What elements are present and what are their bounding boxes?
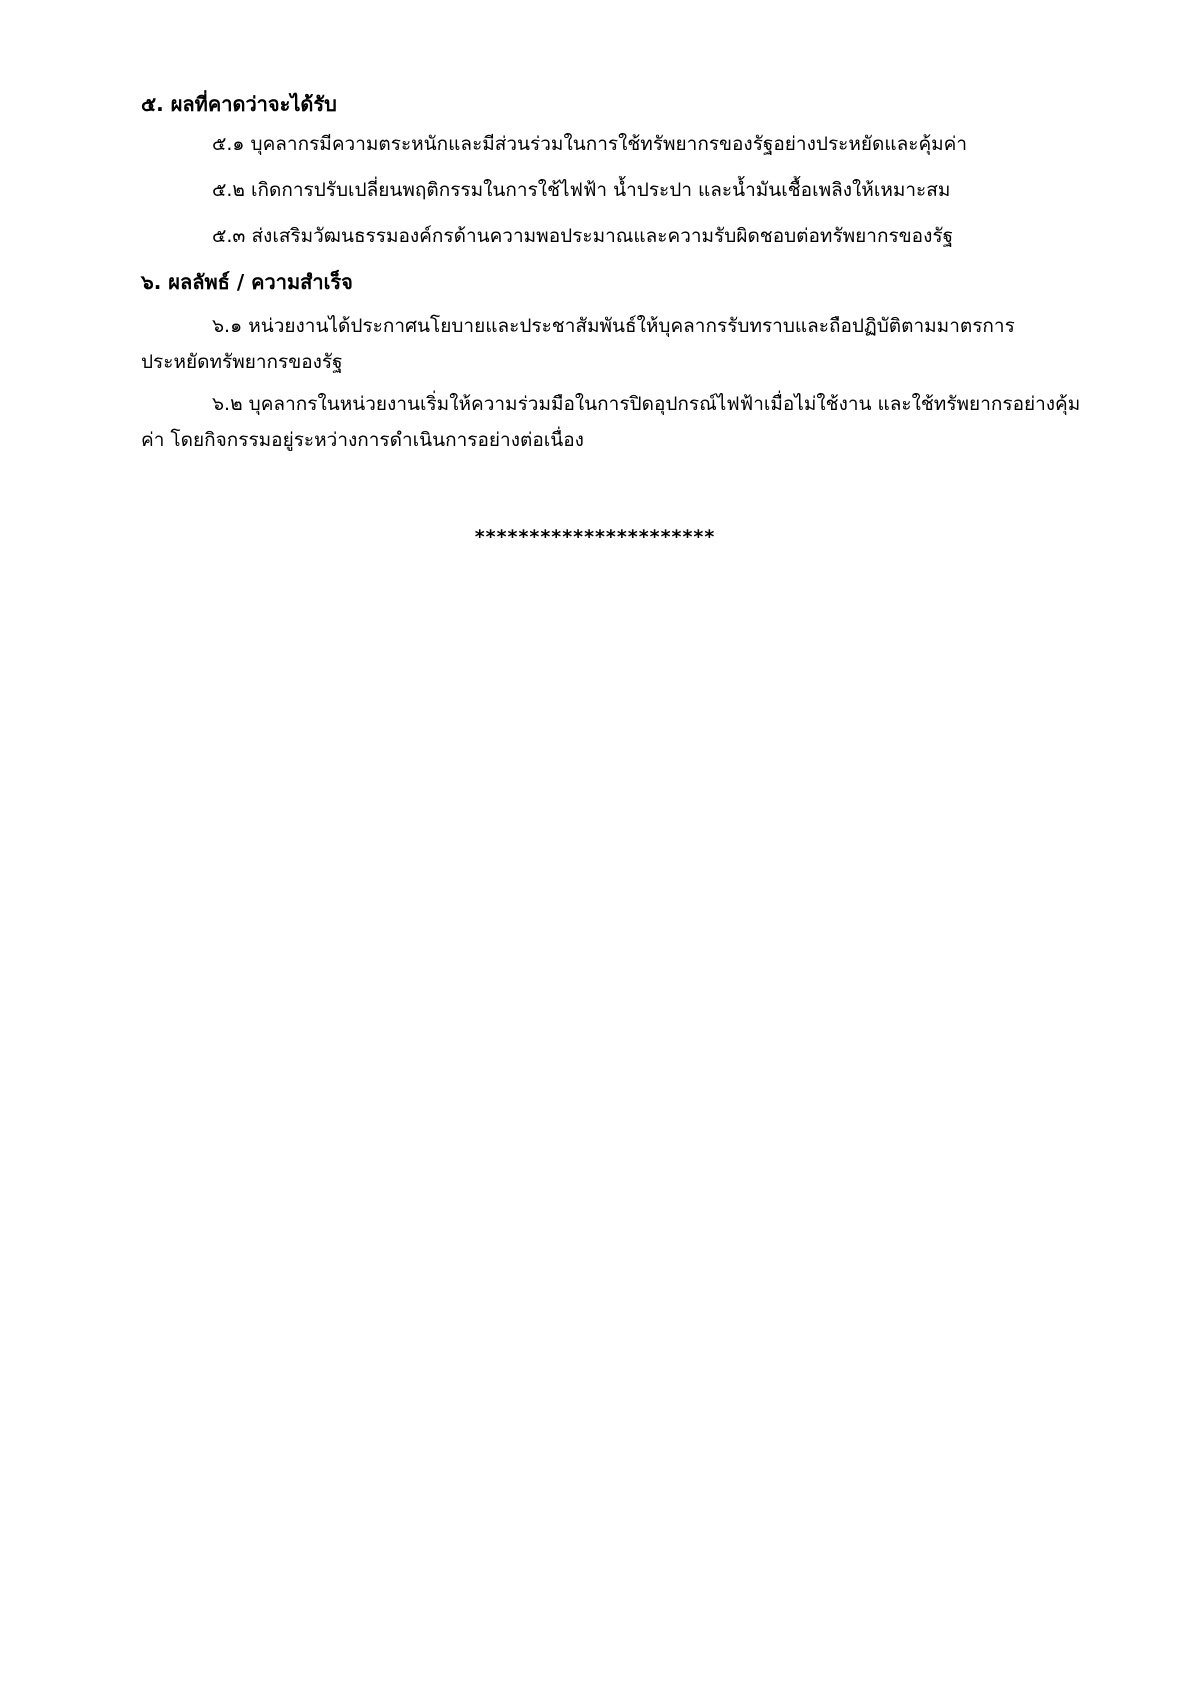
section-5-item-1: ๕.๑ บุคลากรมีความตระหนักและมีส่วนร่วมในการใช้ทรัพยากรของรัฐอย่างประหยัดและคุ้มค่า	[212, 133, 968, 155]
section-6-heading: ๖. ผลลัพธ์ / ความสำเร็จ	[141, 270, 353, 294]
section-5-heading: ๕. ผลที่คาดว่าจะได้รับ	[141, 92, 337, 116]
section-5-item-2: ๕.๒ เกิดการปรับเปลี่ยนพฤติกรรมในการใช้ไฟฟ้า น้ำประปา และน้ำมันเชื้อเพลิงให้เหมาะสม	[212, 179, 951, 201]
section-5-item-3: ๕.๓ ส่งเสริมวัฒนธรรมองค์กรด้านความพอประมาณและความรับผิดชอบต่อทรัพยากรของรัฐ	[212, 225, 954, 247]
section-6-item-1: ๖.๑ หน่วยงานได้ประกาศนโยบายและประชาสัมพันธ์ให้บุคลากรรับทราบและถือปฏิบัติตามมาตรการประหยัดทรัพยากรของรัฐ	[141, 315, 1015, 373]
section-6-item-2: ๖.๒ บุคลากรในหน่วยงานเริ่มให้ความร่วมมือในการปิดอุปกรณ์ไฟฟ้าเมื่อไม่ใช้งาน และใช้ทรัพยากรอย่างคุ้มค่า โดยกิจกรรมอยู่ระหว่างการดำเนินการอย่างต่อเนื่อง	[141, 393, 1081, 451]
end-of-document-mark: **********************	[474, 526, 716, 548]
